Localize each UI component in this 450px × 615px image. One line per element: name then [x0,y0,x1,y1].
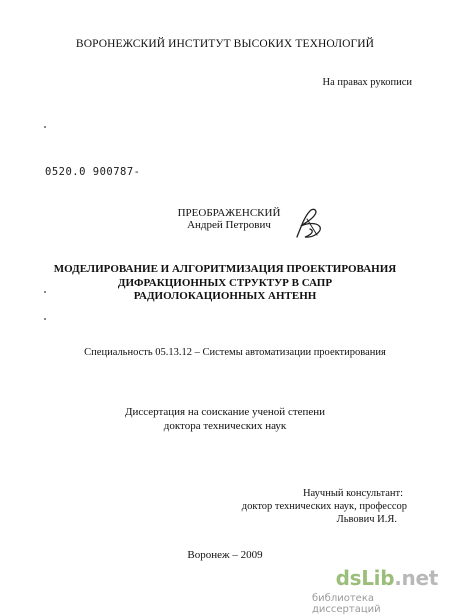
dslib-watermark [312,566,448,615]
author-signature [293,207,325,243]
scan-speck [44,318,46,320]
specialty-line: Специальность 05.13.12 – Системы автоматизации проектирования [84,347,386,358]
advisor-name: Львович И.Я. [336,514,397,525]
archive-number-stamp: 0520.0 900787- [45,166,141,178]
scientific-advisor [242,487,407,526]
city-year: Воронеж – 2009 [187,549,263,561]
scan-speck [44,126,46,128]
advisor-degree: доктор технических наук, профессор [241,501,407,512]
logo-main: dsLib [335,566,395,590]
advisor-label: Научный консультант: [302,488,403,499]
degree-line: Диссертация на соискание ученой степени [124,406,326,418]
title-line: РАДИОЛОКАЦИОННЫХ АНТЕНН [133,290,317,302]
title-line: МОДЕЛИРОВАНИЕ И АЛГОРИТМИЗАЦИЯ ПРОЕКТИРОВАНИЯ [53,263,397,275]
logo-suffix: .net [394,566,438,590]
dslib-subtitle: библиотека диссертаций [312,593,381,615]
title-line: ДИФРАКЦИОННЫХ СТРУКТУР В САПР [117,276,333,289]
author-surname: ПРЕОБРАЖЕНСКИЙ [177,207,281,219]
author-name: Андрей Петрович [187,219,271,231]
degree-statement [0,406,450,433]
manuscript-rights-note: На правах рукописи [322,77,412,88]
dissertation-title [0,263,450,304]
degree-line: доктора технических наук [163,419,287,432]
institute-name: ВОРОНЕЖСКИЙ ИНСТИТУТ ВЫСОКИХ ТЕХНОЛОГИЙ [75,38,375,50]
dslib-logo [336,566,438,590]
